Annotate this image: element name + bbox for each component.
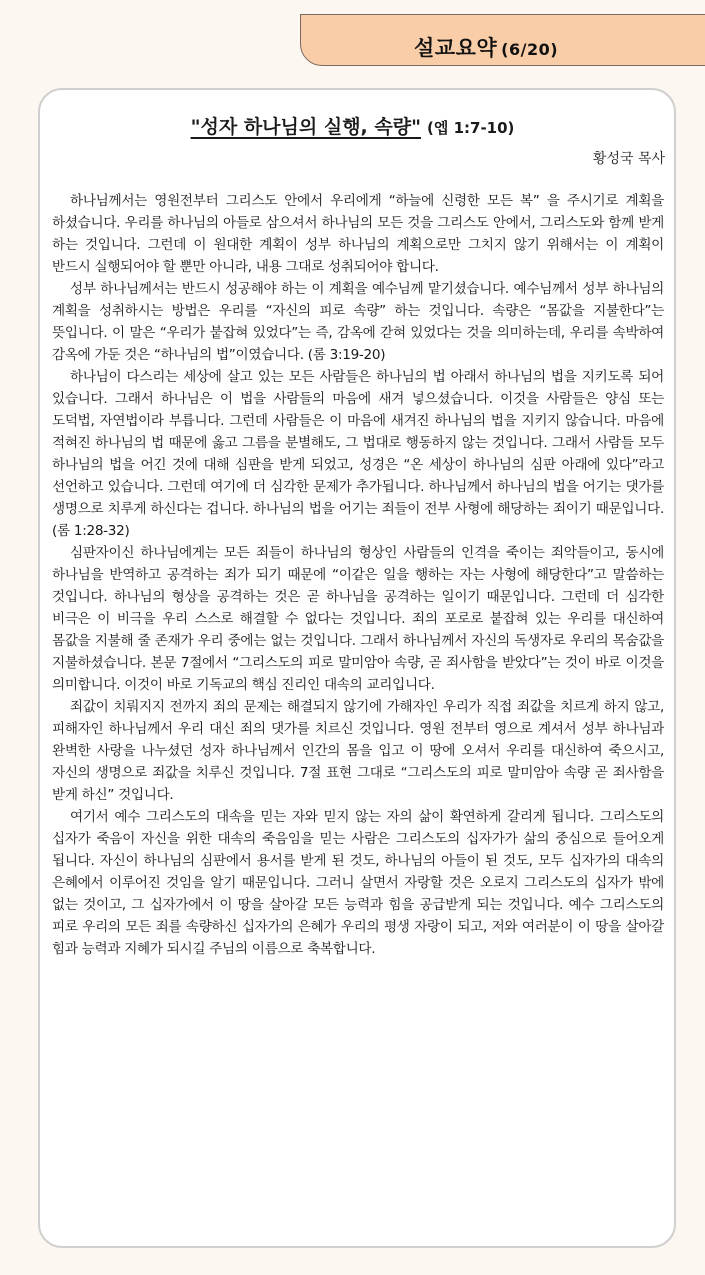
sermon-body: [52, 190, 664, 960]
header-date: (6/20): [501, 40, 559, 59]
paragraph: 심판자이신 하나님에게는 모든 죄들이 하나님의 형상인 사람들의 인격을 죽이는 죄악들이고, 동시에 하나님을 반역하고 공격하는 죄가 되기 때문에 “이같은 일을 행하는 자는 사형에 해당한다”고 말씀하는 것입니다. 하나님의 형상을 공격하는 것은 곧 하나님을 공격하는 일이기 때문입니다. 그런데 더 심각한 비극은 이 비극을 우리 스스로 해결할 수 없다는 것입니다. 죄의 포로로 붙잡혀 있는 우리를 대신하여 몸값을 지불해 줄 존재가 우리 중에는 없는 것입니다. 그래서 하나님께서 자신의 독생자로 우리의 목숨값을 지불하셨습니다. 본문 7절에서 “그리스도의 피로 말미암아 속량, 곧 죄사함을 받았다”는 것이 바로 이것을 의미합니다. 이것이 바로 기독교의 핵심 진리인 대속의 교리입니다.: [52, 545, 664, 693]
sermon-author: 황성국 목사: [592, 151, 665, 167]
paragraph: 여기서 예수 그리스도의 대속을 믿는 자와 믿지 않는 자의 삶이 확연하게 갈리게 됩니다. 그리스도의 십자가 죽음이 자신을 위한 대속의 죽음임을 믿는 사람은 그리스도의 십자가가 삶의 중심으로 들어오게 됩니다. 자신이 하나님의 심판에서 용서를 받게 된 것도, 하나님의 아들이 된 것도, 모두 십자가의 대속의 은혜에서 이루어진 것임을 알기 때문입니다. 그러니 살면서 자랑할 것은 오로지 그리스도의 십자가 밖에 없는 것이고, 그 십자가에서 이 땅을 살아갈 모든 능력과 힘을 공급받게 되는 것입니다. 예수 그리스도의 피로 우리의 모든 죄를 속량하신 십자가의 은혜가 우리의 평생 자랑이 되고, 저와 여러분이 이 땅을 살아갈 힘과 능력과 지혜가 되시길 주님의 이름으로 축복합니다.: [52, 809, 664, 957]
paragraph: 죄값이 치뤄지지 전까지 죄의 문제는 해결되지 않기에 가해자인 우리가 직접 죄값을 치르게 하지 않고, 피해자인 하나님께서 우리 대신 죄의 댓가를 치르신 것입니다. 영원 전부터 영으로 계셔서 성부 하나님과 완벽한 사랑을 나누셨던 성자 하나님께서 인간의 몸을 입고 이 땅에 오셔서 우리를 대신하여 죽으시고, 자신의 생명으로 죄값을 치루신 것입니다. 7절 표현 그대로 “그리스도의 피로 말미암아 속량 곧 죄사함을 받게 하신” 것입니다.: [52, 699, 664, 803]
header-title: [414, 32, 558, 62]
sermon-reference: (엡 1:7-10): [427, 119, 515, 137]
sermon-title: [0, 112, 705, 139]
paragraph: 하나님께서는 영원전부터 그리스도 안에서 우리에게 “하늘에 신령한 모든 복” 을 주시기로 계획을 하셨습니다. 우리를 하나님의 아들로 삼으셔서 하나님의 모든 것을 그리스도 안에서, 그리스도와 함께 받게 하는 것입니다. 그런데 이 원대한 계획이 성부 하나님의 계획으로만 그치지 않기 위해서는 이 계획이 반드시 실행되어야 할 뿐만 아니라, 내용 그대로 성취되어야 합니다.: [52, 193, 664, 275]
paragraph: 하나님이 다스리는 세상에 살고 있는 모든 사람들은 하나님의 법 아래서 하나님의 법을 지키도록 되어 있습니다. 그래서 하나님은 이 법을 사람들의 마음에 새겨 넣으셨습니다. 이것을 사람들은 양심 또는 도덕법, 자연법이라 부릅니다. 그런데 사람들은 이 마음에 새겨진 하나님의 법을 지키지 않습니다. 마음에 적혀진 하나님의 법 때문에 옳고 그름을 분별해도, 그 법대로 행동하지 않는 것입니다. 그래서 사람들 모두 하나님의 법을 어긴 것에 대해 심판을 받게 되었고, 성경은 “온 세상이 하나님의 심판 아래에 있다”라고 선언하고 있습니다. 그런데 여기에 더 심각한 문제가 추가됩니다. 하나님께서 하나님의 법을 어기는 댓가를 생명으로 치루게 하신다는 겁니다. 하나님의 법을 어기는 죄들이 전부 사형에 해당하는 죄이기 때문입니다. (롬 1:28-32): [52, 369, 664, 539]
paragraph: 성부 하나님께서는 반드시 성공해야 하는 이 계획을 예수님께 맡기셨습니다. 예수님께서 성부 하나님의 계획을 성취하시는 방법은 우리를 “자신의 피로 속량” 하는 것입니다. 속량은 “몸값을 지불한다”는 뜻입니다. 이 말은 “우리가 붙잡혀 있었다”는 즉, 감옥에 갇혀 있었다는 것을 의미하는데, 우리를 속박하여 감옥에 가둔 것은 “하나님의 법”이였습니다. (롬 3:19-20): [52, 281, 664, 363]
header-title-text: 설교요약: [414, 36, 498, 60]
sermon-title-text: "성자 하나님의 실행, 속량": [190, 116, 421, 138]
